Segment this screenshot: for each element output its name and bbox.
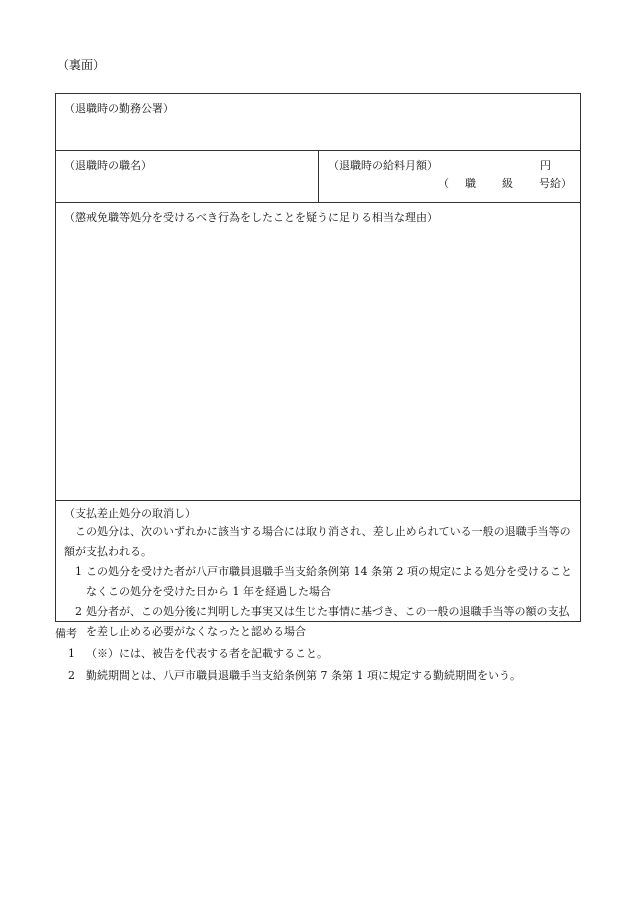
reason-label: （懲戒免職等処分を受けるべき行為をしたことを疑うに足りる相当な理由）	[64, 211, 438, 224]
page-side-label: （裏面）	[57, 58, 106, 72]
notes-header: 備考	[55, 627, 77, 640]
grade-open-paren: （	[438, 177, 449, 190]
note-text: （※）には、被告を代表する者を記載すること。	[86, 647, 328, 660]
office-label: （退職時の勤務公署）	[64, 102, 174, 115]
cancel-title: （支払差止処分の取消し）	[64, 507, 196, 520]
note-number: 1	[68, 647, 75, 660]
cancel-body	[56, 522, 580, 642]
reason-row	[56, 203, 580, 501]
note-item	[55, 665, 585, 687]
notes-section	[55, 625, 585, 687]
position-salary-row	[56, 151, 580, 203]
grade-line	[438, 175, 572, 189]
position-label: （退職時の職名）	[64, 159, 152, 172]
cancel-item	[56, 562, 580, 602]
salary-label: （退職時の給料月額）	[328, 159, 438, 172]
office-row	[56, 94, 580, 151]
cancel-item-text: この処分を受けた者が八戸市職員退職手当支給条例第 14 条第 2 項の規定による処分を受けることなくこの処分を受けた日から 1 年を経過した場合	[86, 565, 572, 598]
column-divider	[318, 151, 319, 202]
grade-kyu: 級	[502, 177, 513, 190]
grade-gokyu: 号給）	[539, 177, 572, 190]
note-text: 勤続期間とは、八戸市職員退職手当支給条例第 7 条第 1 項に規定する勤続期間をいう。	[86, 669, 521, 682]
cancel-item-text: 処分者が、この処分後に判明した事実又は生じた事情に基づき、この一般の退職手当等の額の支払を差し止める必要がなくなったと認める場合	[86, 605, 570, 638]
cancel-paragraph: この処分は、次のいずれかに該当する場合には取り消され、差し止められている一般の退職手当等の額が支払われる。	[64, 525, 571, 558]
note-number: 2	[68, 669, 75, 682]
cancel-item-number: 2	[75, 605, 82, 618]
note-item	[55, 643, 585, 665]
grade-shoku: 職	[465, 177, 476, 190]
cancel-item-number: 1	[75, 565, 82, 578]
yen-unit: 円	[540, 159, 551, 172]
